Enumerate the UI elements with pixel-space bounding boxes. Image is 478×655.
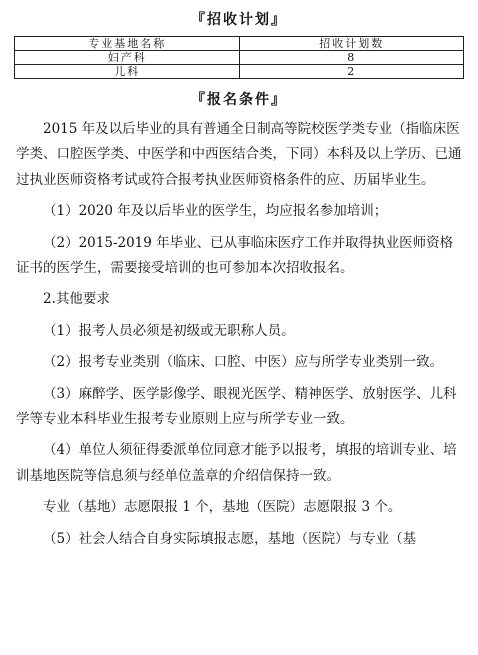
paragraph-item-1: （1）2020 年及以后毕业的医学生，均应报名参加培训；	[43, 203, 388, 220]
header-base-name: 专业基地名称	[15, 37, 240, 51]
plan-heading: 『招收计划』	[191, 12, 287, 28]
plan-table	[14, 36, 464, 79]
paragraph-intro: 2015 年及以后毕业的具有普通全日制高等院校医学类专业（指临床医学类、口腔医学类、中医学和中西医结合类，下同）本科及以上学历、已通过执业医师资格考试或符合报考执业医师资格条件的应、历届毕业生。	[16, 121, 462, 188]
paragraph-req-2: （2）报考专业类别（临床、口腔、中医）应与所学专业类别一致。	[43, 354, 444, 371]
paragraph-req-5: （5）社会人结合自身实际填报志愿，基地（医院）与专业（基	[43, 530, 417, 547]
table-header-row	[15, 37, 464, 51]
paragraph-item-2: （2）2015-2019 年毕业、已从事临床医疗工作并取得执业医师资格证书的医学生，需要接受培训的也可参加本次招收报名。	[16, 234, 454, 277]
header-plan-count: 招收计划数	[240, 37, 464, 51]
table-row	[15, 51, 464, 65]
paragraph-req-1: （1）报考人员必须是初级或无职称人员。	[43, 322, 295, 339]
paragraph-volunteer-limit: 专业（基地）志愿限报 1 个，基地（医院）志愿限报 3 个。	[43, 499, 402, 516]
paragraph-req-3: （3）麻醉学、医学影像学、眼视光医学、精神医学、放射医学、儿科学等专业本科毕业生报考专业原则上应与所学专业一致。	[16, 385, 457, 428]
paragraph-other-requirements: 2.其他要求	[43, 291, 110, 308]
cell-plan-count: 8	[240, 51, 464, 65]
conditions-heading: 『报名条件』	[191, 92, 287, 108]
cell-base-name: 儿科	[15, 65, 240, 79]
conditions-body	[16, 117, 462, 552]
cell-plan-count: 2	[240, 65, 464, 79]
cell-base-name: 妇产科	[15, 51, 240, 65]
table-row	[15, 65, 464, 79]
paragraph-req-4: （4）单位人须征得委派单位同意才能予以报考，填报的培训专业、培训基地医院等信息须与经单位盖章的介绍信保持一致。	[16, 442, 457, 484]
